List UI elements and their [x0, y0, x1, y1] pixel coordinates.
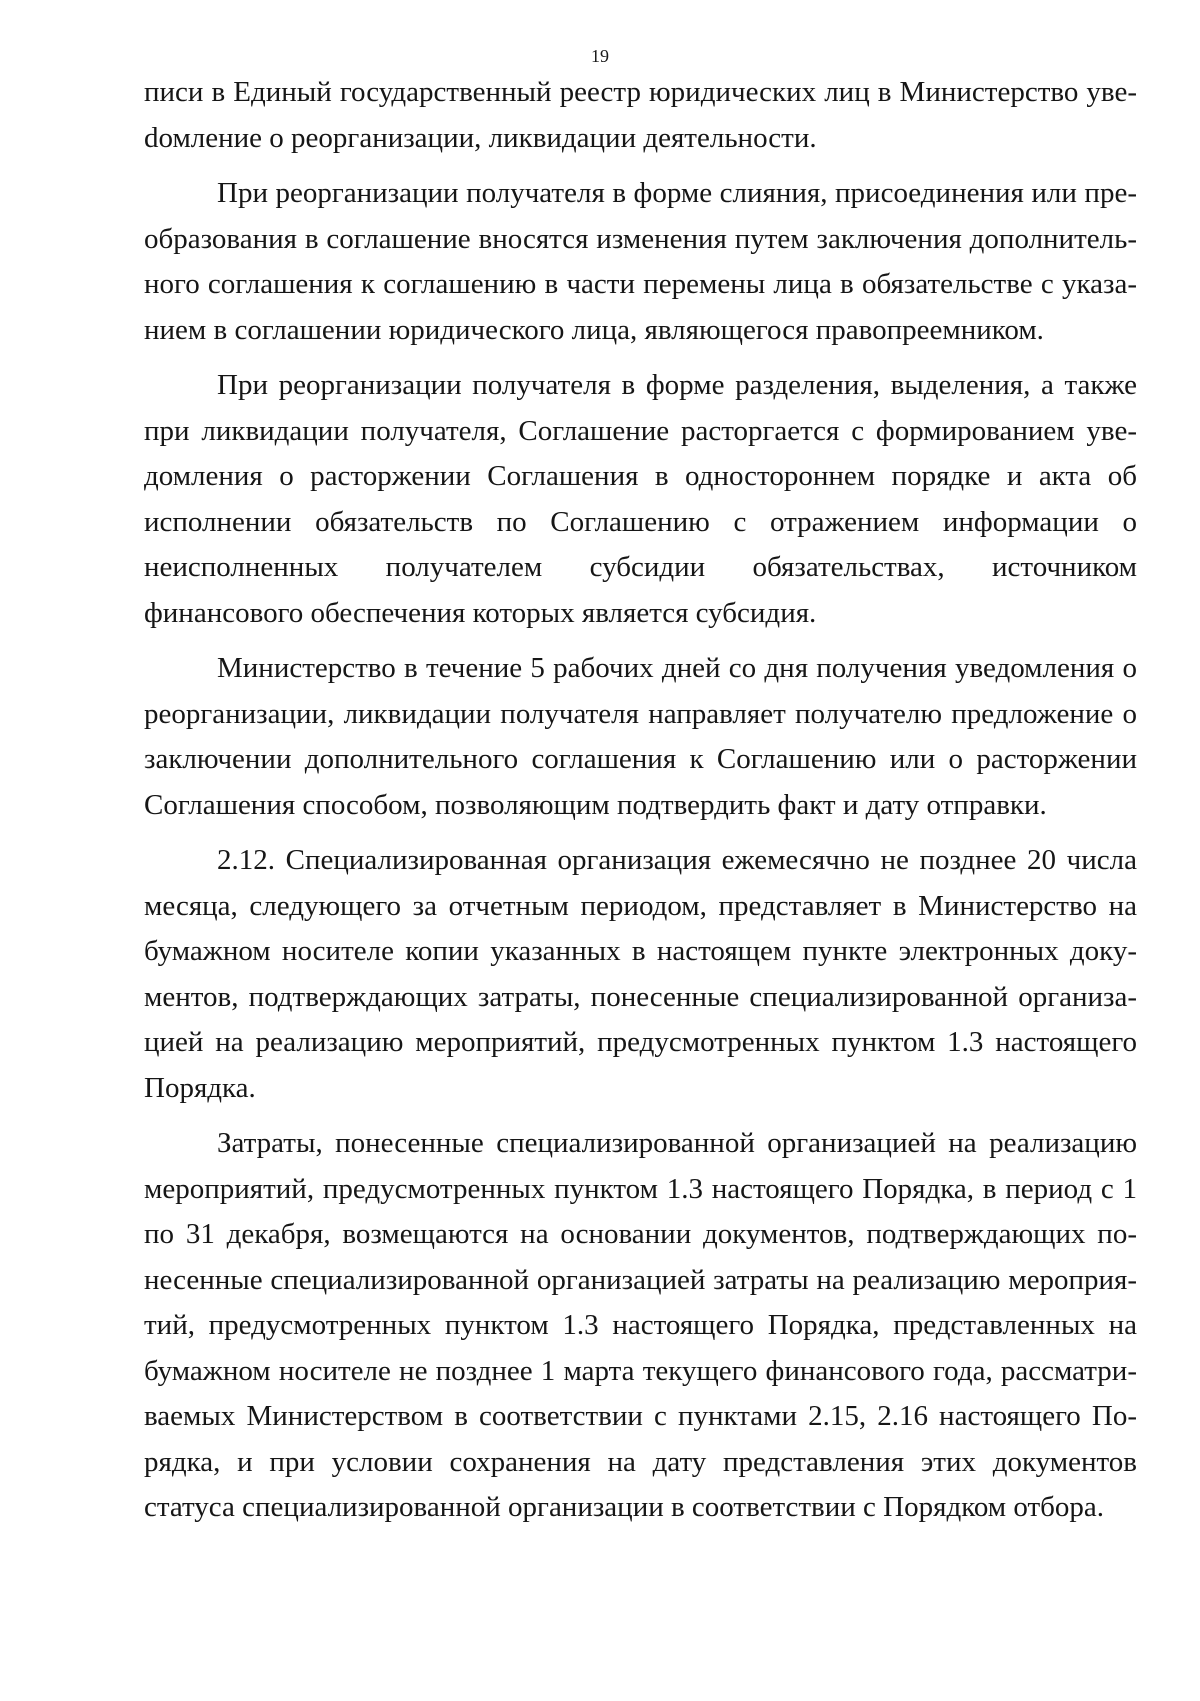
page-number: 19 — [591, 46, 609, 66]
paragraph-reorganization-division: При реорганизации получателя в форме разделения, выделения, а также при ликвидации получателя, Соглашение расторгается с формированием уведомления о расторжении Соглашения в одностороннем порядке и акта об исполнении обязательств по Соглашению с отражением информации о неисполненных получателем субсидии обязательствах, источником финансового обеспечения которых является субсидия. — [144, 369, 1137, 629]
paragraph-reorganization-merger: При реорганизации получателя в форме слияния, присоединения или преобразования в соглашение вносятся изменения путем заключения дополнительного соглашения к соглашению в части перемены лица в обязательстве с указанием в соглашении юридического лица, являющегося правопреемником. — [144, 177, 1137, 346]
paragraph-december-costs: Затраты, понесенные специализированной организацией на реализацию мероприятий, предусмотренных пунктом 1.3 настоящего Порядка, в период с 1 по 31 декабря, возмещаются на основании документов, подтверждающих понесенные специализированной организацией затраты на реализацию мероприятий, предусмотренных пунктом 1.3 настоящего Порядка, представленных на бумажном носителе не позднее 1 марта текущего финансового года, рассматриваемых Министерством в соответствии с пунктами 2.15, 2.16 настоящего Порядка, и при условии сохранения на дату представления этих документов статуса специализированной организации в соответствии с Порядком отбора. — [144, 1127, 1137, 1523]
paragraph-continuation: писи в Единый государственный реестр юридических лиц в Министерство увеdомление о реорганизации, ликвидации деятельности. — [144, 76, 1137, 154]
paragraph-ministry-notice: Министерство в течение 5 рабочих дней со дня получения уведомления о реорганизации, ликвидации получателя направляет получателю предложение о заключении дополнительного соглашения к Соглашению или о расторжении Соглашения способом, позволяющим подтвердить факт и дату отправки. — [144, 652, 1137, 821]
paragraph-section-2-12: 2.12. Специализированная организация ежемесячно не позднее 20 числа месяца, следующего за отчетным периодом, представляет в Министерство на бумажном носителе копии указанных в настоящем пункте электронных документов, подтверждающих затраты, понесенные специализированной организацией на реализацию мероприятий, предусмотренных пунктом 1.3 настоящего Порядка. — [144, 844, 1137, 1104]
document-body — [144, 70, 1137, 1531]
